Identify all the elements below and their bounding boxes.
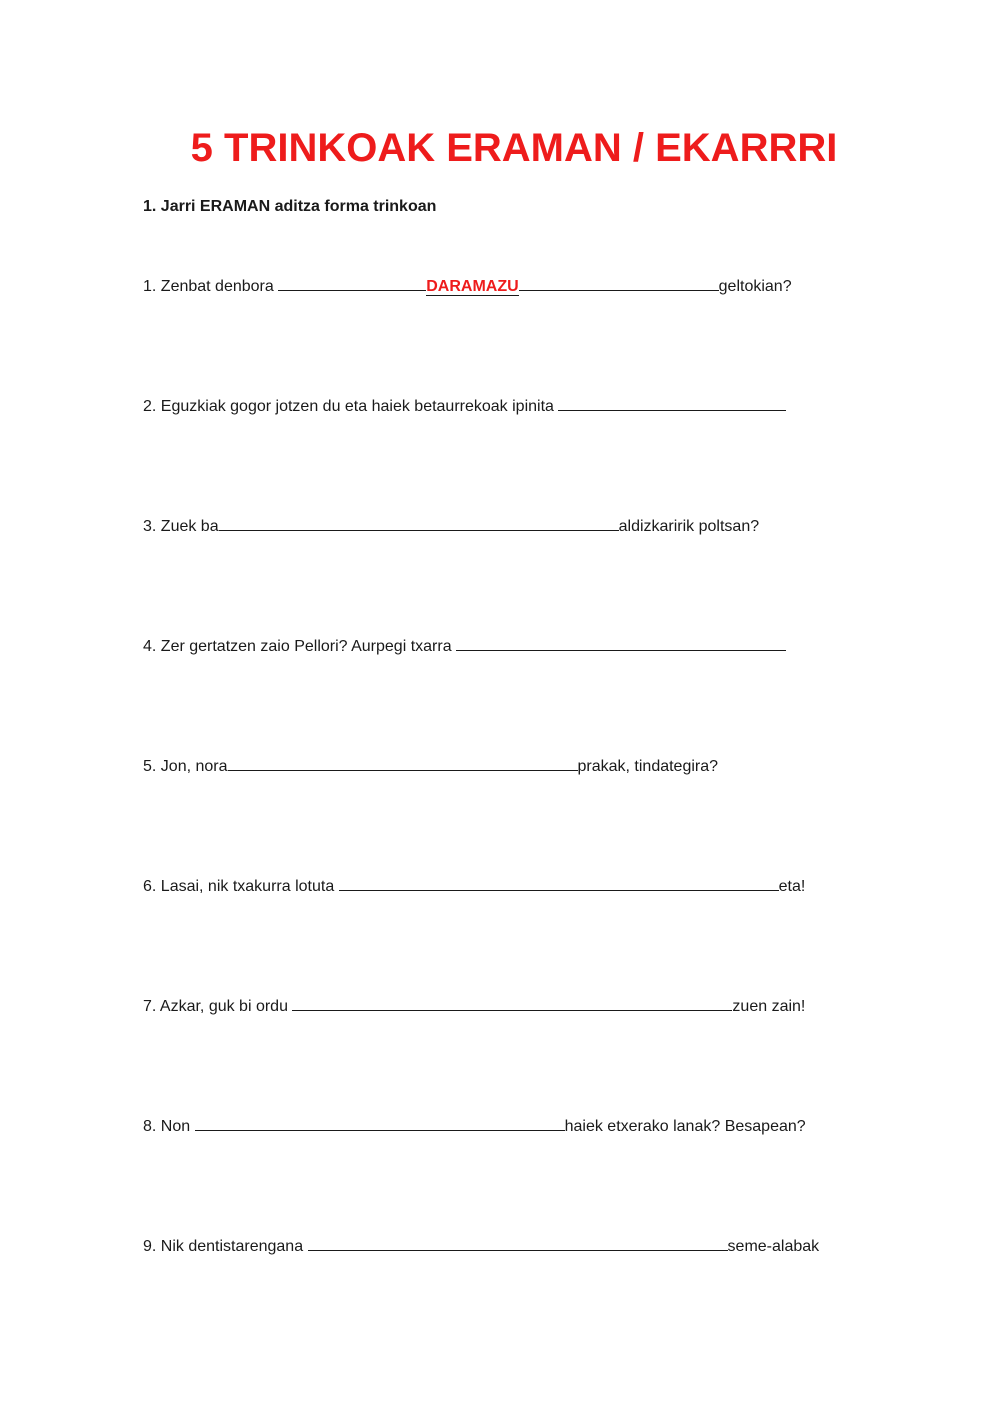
- question-6: [143, 875, 805, 898]
- question-6-text-before: 6. Lasai, nik txakurra lotuta: [143, 878, 339, 895]
- question-9-text-after: seme-alabak: [727, 1238, 820, 1255]
- question-8-blank[interactable]: [195, 1115, 565, 1131]
- question-1-text-before: 1. Zenbat denbora: [143, 278, 279, 295]
- question-7-blank[interactable]: [292, 995, 732, 1011]
- question-1: [143, 275, 792, 298]
- question-1-blank-right[interactable]: [519, 275, 719, 291]
- question-8-text-before: 8. Non: [143, 1118, 195, 1135]
- question-6-blank[interactable]: [339, 875, 779, 891]
- question-3: [143, 515, 759, 538]
- question-2-blank[interactable]: [558, 395, 786, 411]
- question-7-text-before: 7. Azkar, guk bi ordu: [143, 998, 293, 1015]
- question-9-blank[interactable]: [308, 1235, 728, 1251]
- question-7: [143, 995, 805, 1018]
- question-4-text-before: 4. Zer gertatzen zaio Pellori? Aurpegi txarra: [143, 638, 457, 655]
- question-6-text-after: eta!: [778, 878, 806, 895]
- question-8-text-after: haiek etxerako lanak? Besapean?: [564, 1118, 806, 1135]
- question-2-text-before: 2. Eguzkiak gogor jotzen du eta haiek betaurrekoak ipinita: [143, 398, 559, 415]
- question-9-text-before: 9. Nik dentistarengana: [143, 1238, 308, 1255]
- question-1-answer: DARAMAZU: [426, 278, 519, 295]
- question-9: [143, 1235, 819, 1258]
- exercise-instruction: 1. Jarri ERAMAN aditza forma trinkoan: [143, 198, 437, 215]
- question-5-text-after: prakak, tindategira?: [577, 758, 719, 775]
- question-7-text-after: zuen zain!: [732, 998, 806, 1015]
- question-3-text-after: aldizkaririk poltsan?: [618, 518, 760, 535]
- question-5: [143, 755, 718, 778]
- question-3-blank[interactable]: [219, 515, 619, 531]
- question-2: [143, 395, 786, 418]
- question-8: [143, 1115, 806, 1138]
- question-5-text-before: 5. Jon, nora: [143, 758, 228, 775]
- question-3-text-before: 3. Zuek ba: [143, 518, 219, 535]
- question-4-blank[interactable]: [456, 635, 786, 651]
- question-4: [143, 635, 786, 658]
- question-5-blank[interactable]: [228, 755, 578, 771]
- page-title: 5 TRINKOAK ERAMAN / EKARRRI: [190, 126, 838, 170]
- question-1-text-after: geltokian?: [718, 278, 792, 295]
- question-1-blank-left[interactable]: [278, 275, 426, 291]
